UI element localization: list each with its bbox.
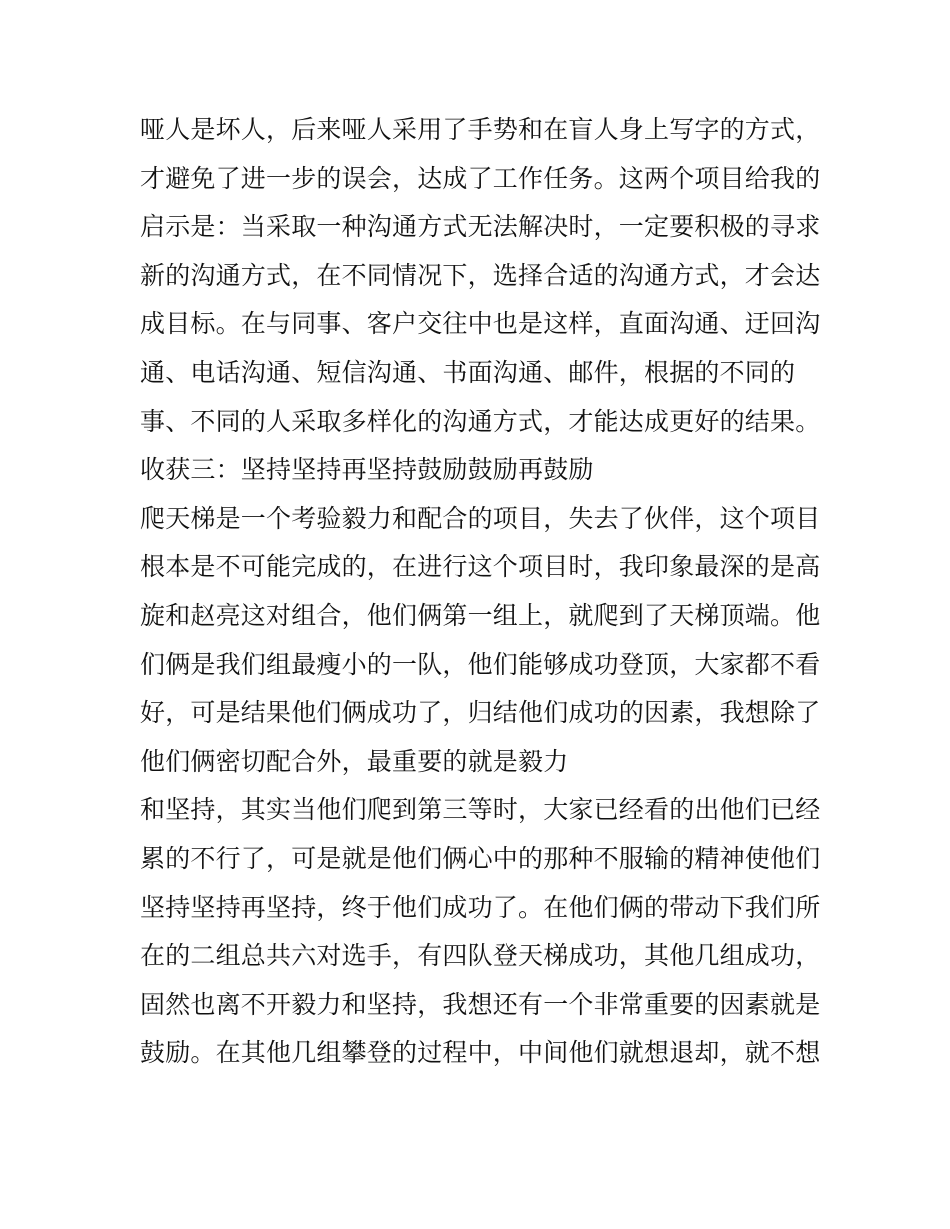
text-line: 事、不同的人采取多样化的沟通方式，才能达成更好的结果。	[140, 406, 820, 436]
text-line: 累的不行了，可是就是他们俩心中的那种不服输的精神使他们	[140, 843, 820, 873]
text-line: 他们俩密切配合外，最重要的就是毅力	[140, 746, 569, 776]
text-line: 固然也离不开毅力和坚持，我想还有一个非常重要的因素就是	[140, 989, 820, 1019]
text-line: 新的沟通方式，在不同情况下，选择合适的沟通方式，才会达	[140, 260, 820, 290]
section-heading: 收获三：坚持坚持再坚持鼓励鼓励再鼓励	[140, 455, 594, 485]
body-text	[140, 106, 820, 1078]
text-line: 们俩是我们组最瘦小的一队，他们能够成功登顶，大家都不看	[140, 649, 820, 679]
text-line: 爬天梯是一个考验毅力和配合的项目，失去了伙伴，这个项目	[140, 503, 820, 533]
text-line: 坚持坚持再坚持，终于他们成功了。在他们俩的带动下我们所	[140, 892, 820, 922]
text-line: 哑人是坏人，后来哑人采用了手势和在盲人身上写字的方式，	[140, 115, 820, 144]
text-line: 成目标。在与同事、客户交往中也是这样，直面沟通、迂回沟	[140, 309, 820, 339]
text-line: 在的二组总共六对选手，有四队登天梯成功，其他几组成功，	[140, 941, 820, 971]
text-line: 通、电话沟通、短信沟通、书面沟通、邮件，根据的不同的	[140, 357, 796, 387]
text-line: 好，可是结果他们俩成功了，归结他们成功的因素，我想除了	[140, 698, 820, 728]
text-line: 和坚持，其实当他们爬到第三等时，大家已经看的出他们已经	[140, 795, 820, 825]
text-line: 鼓励。在其他几组攀登的过程中，中间他们就想退却，就不想	[140, 1038, 820, 1068]
text-line: 根本是不可能完成的，在进行这个项目时，我印象最深的是高	[140, 552, 820, 582]
text-line: 旋和赵亮这对组合，他们俩第一组上，就爬到了天梯顶端。他	[140, 600, 820, 630]
text-line: 启示是：当采取一种沟通方式无法解决时，一定要积极的寻求	[140, 212, 820, 242]
text-line: 才避免了进一步的误会，达成了工作任务。这两个项目给我的	[140, 163, 820, 193]
